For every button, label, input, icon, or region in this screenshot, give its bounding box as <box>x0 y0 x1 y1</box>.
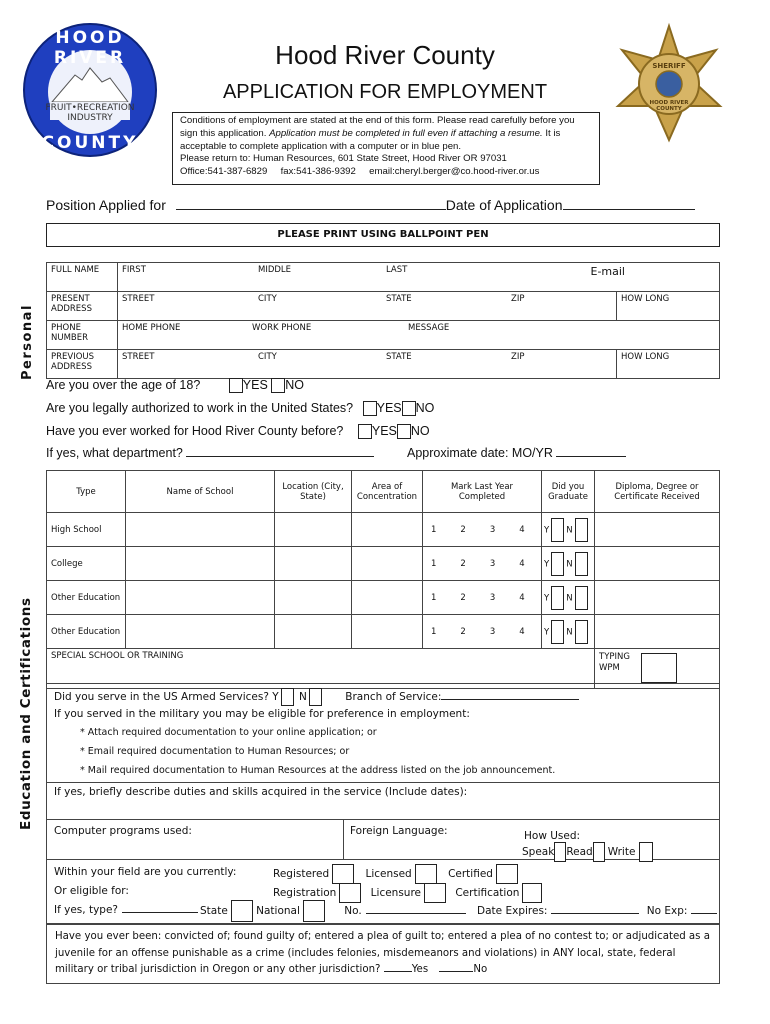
preference-bullet-3: * Mail required documentation to Human Resources at the address listed on the job announcement. <box>80 765 556 776</box>
conviction-yes-label: Yes <box>411 964 429 975</box>
department-input[interactable] <box>186 456 374 457</box>
edu-type: College <box>47 547 126 581</box>
conviction-no-input[interactable] <box>439 971 473 972</box>
approx-date-input[interactable] <box>556 456 626 457</box>
speak-box[interactable] <box>554 842 566 862</box>
row-label: FULL NAME <box>47 263 118 292</box>
date-label: Date of Application <box>445 197 563 213</box>
date-expires-input[interactable] <box>551 913 639 914</box>
type-label: If yes, type? <box>54 904 118 916</box>
instructions-text-2: It is acceptable to complete application with a computer or in blue pen. <box>180 127 561 152</box>
conviction-block <box>46 924 720 984</box>
sheriff-badge <box>608 22 730 144</box>
duties-label: If yes, briefly describe duties and skills acquired in the service (Include dates): <box>54 786 468 798</box>
read-box[interactable] <box>593 842 605 862</box>
foreign-label: Foreign Language: <box>350 825 448 837</box>
eligible-label: Or eligible for: <box>54 885 129 897</box>
typing-wpm-input[interactable] <box>641 653 677 683</box>
col-label: CITY <box>258 294 277 304</box>
logo-top-text: HOOD RIVER <box>53 28 127 68</box>
location-input[interactable] <box>275 513 352 547</box>
school-name-input[interactable] <box>126 581 275 615</box>
approx-date-label: Approximate date: MO/YR <box>407 446 553 460</box>
badge-line-2: HOOD RIVER COUNTY <box>649 100 689 112</box>
logo-middle-1: FRUIT•RECREATION <box>45 103 135 113</box>
edu-header: Diploma, Degree or Certificate Received <box>595 471 720 513</box>
print-notice: PLEASE PRINT USING BALLPOINT PEN <box>46 223 720 247</box>
full-name-input[interactable] <box>118 263 617 292</box>
read-label: Read <box>566 846 593 858</box>
special-training-label: SPECIAL SCHOOL OR TRAINING <box>51 651 184 661</box>
branch-label: Branch of Service: <box>345 691 442 703</box>
col-label: MESSAGE <box>408 323 450 333</box>
conviction-yes-input[interactable] <box>384 971 412 972</box>
certified-label: Certified <box>448 868 493 880</box>
state-label: State <box>200 905 228 917</box>
concentration-input[interactable] <box>352 513 423 547</box>
phone-input[interactable] <box>118 321 720 350</box>
present-address-input[interactable] <box>118 292 617 321</box>
form-title: APPLICATION FOR EMPLOYMENT <box>222 81 548 103</box>
year-completed[interactable]: 1 2 3 4 <box>423 615 542 649</box>
location-input[interactable] <box>275 615 352 649</box>
personal-section-label: Personal <box>20 304 35 380</box>
conviction-text: Have you ever been: convicted of; found guilty of; entered a plea of guilt to; entered a plea of no contest to; or adjudicated as a juvenile for an offense punishable as a crime (includes felonies, misdemeanors and violations) in ANY local, state, federal military or tribal jurisdiction in Oregon or any other jurisdiction? <box>55 931 710 975</box>
department-question: If yes, what department? <box>46 446 183 460</box>
graduate-yn[interactable]: Y N <box>542 581 595 615</box>
instructions-text: Conditions of employment are stated at the end of this form. Please read carefully before you sign this application. <box>180 115 575 139</box>
worked-before-question: Have you ever worked for Hood River County before? <box>46 424 344 438</box>
how-used-label: How Used: <box>524 830 581 842</box>
registration-label: Registration <box>273 887 337 899</box>
how-long-input[interactable]: HOW LONG <box>617 292 720 321</box>
certification-label: Certification <box>455 887 520 899</box>
concentration-input[interactable] <box>352 547 423 581</box>
edu-header: Did you Graduate <box>542 471 595 513</box>
preference-bullet-1: * Attach required documentation to your online application; or <box>80 727 377 738</box>
licensed-box[interactable] <box>415 864 437 884</box>
concentration-input[interactable] <box>352 581 423 615</box>
personal-table <box>46 262 720 379</box>
row-label: PRESENT ADDRESS <box>47 292 118 321</box>
col-label: FIRST <box>122 265 146 275</box>
col-label: CITY <box>258 352 277 362</box>
col-label: ZIP <box>511 352 525 362</box>
logo-middle-2: INDUSTRY <box>67 113 113 123</box>
no-exp-input[interactable] <box>691 913 717 914</box>
yes-label: YES <box>371 424 397 438</box>
email-label: E-mail <box>590 265 625 278</box>
school-name-input[interactable] <box>126 547 275 581</box>
typing-label: TYPING WPM <box>599 652 630 673</box>
certified-box[interactable] <box>496 864 518 884</box>
military-y-box[interactable] <box>281 688 294 706</box>
license-no-label: No. <box>344 905 362 917</box>
col-label: STREET <box>122 294 155 304</box>
authorized-question: Are you legally authorized to work in the United States? <box>46 401 354 415</box>
worked-yes-checkbox[interactable] <box>358 424 372 439</box>
col-label: STATE <box>386 294 412 304</box>
graduate-yn[interactable]: Y N <box>542 547 595 581</box>
diploma-input[interactable] <box>595 547 720 581</box>
year-completed[interactable]: 1 2 3 4 <box>423 547 542 581</box>
edu-header: Name of School <box>126 471 275 513</box>
edu-header: Location (City, State) <box>275 471 352 513</box>
write-label: Write <box>607 846 636 858</box>
location-input[interactable] <box>275 581 352 615</box>
diploma-input[interactable] <box>595 615 720 649</box>
col-label: LAST <box>386 265 408 275</box>
date-expires-label: Date Expires: <box>477 905 548 917</box>
no-exp-label: No Exp: <box>646 905 688 917</box>
col-label: MIDDLE <box>258 265 292 275</box>
registered-box[interactable] <box>332 864 354 884</box>
education-section-label: Education and Certifications <box>18 597 34 830</box>
table-row <box>47 581 720 615</box>
military-y-label: Y <box>272 691 279 703</box>
age-question: Are you over the age of 18? <box>46 378 201 392</box>
diploma-input[interactable] <box>595 513 720 547</box>
authorized-no-checkbox[interactable] <box>402 401 416 416</box>
military-question: Did you serve in the US Armed Services? <box>54 691 269 703</box>
edu-type: Other Education <box>47 581 126 615</box>
instructions-box <box>172 112 600 185</box>
registered-label: Registered <box>273 868 330 880</box>
county-title: Hood River County <box>275 40 495 70</box>
no-label: NO <box>410 424 430 438</box>
education-table <box>46 470 720 689</box>
yes-label: YES <box>242 378 268 392</box>
table-row <box>47 513 720 547</box>
edu-header: Type <box>47 471 126 513</box>
type-input[interactable] <box>122 912 198 913</box>
how-long-input[interactable]: HOW LONG <box>617 350 720 379</box>
table-row <box>47 615 720 649</box>
speak-label: Speak <box>522 846 555 858</box>
edu-type: Other Education <box>47 615 126 649</box>
age-no-checkbox[interactable] <box>271 378 285 393</box>
diploma-input[interactable] <box>595 581 720 615</box>
county-logo <box>20 20 160 160</box>
license-no-input[interactable] <box>366 913 466 914</box>
col-label: HOME PHONE <box>122 323 181 333</box>
col-label: ZIP <box>511 294 525 304</box>
worked-no-checkbox[interactable] <box>397 424 411 439</box>
edu-header: Area of Concentration <box>352 471 423 513</box>
graduate-yn[interactable]: Y N <box>542 513 595 547</box>
national-box[interactable] <box>303 900 325 922</box>
table-row <box>47 547 720 581</box>
state-box[interactable] <box>231 900 253 922</box>
yes-label: YES <box>376 401 402 415</box>
return-address: Please return to: Human Resources, 601 State Street, Hood River OR 97031 <box>180 153 507 165</box>
badge-line-1: SHERIFF <box>652 62 686 70</box>
no-label: NO <box>285 378 305 392</box>
position-input[interactable] <box>176 209 446 210</box>
contact-info: Office:541-387-6829 fax:541-386-9392 email:cheryl.berger@co.hood-river.or.us <box>180 166 540 178</box>
graduate-yn[interactable]: Y N <box>542 615 595 649</box>
edu-type: High School <box>47 513 126 547</box>
concentration-input[interactable] <box>352 615 423 649</box>
write-box[interactable] <box>639 842 653 862</box>
position-label: Position Applied for <box>46 197 166 213</box>
licensure-label: Licensure <box>370 887 421 899</box>
school-name-input[interactable] <box>126 513 275 547</box>
col-label: WORK PHONE <box>252 323 312 333</box>
edu-header: Mark Last Year Completed <box>423 471 542 513</box>
within-label: Within your field are you currently: <box>54 866 237 878</box>
col-label: STATE <box>386 352 412 362</box>
military-n-box[interactable] <box>309 688 322 706</box>
licensed-label: Licensed <box>365 868 412 880</box>
age-yes-checkbox[interactable] <box>229 378 243 393</box>
authorized-yes-checkbox[interactable] <box>363 401 377 416</box>
logo-bottom-text: COUNTY <box>41 133 139 153</box>
military-n-label: N <box>299 691 307 703</box>
instructions-italic: Application must be completed in full even if attaching a resume. <box>269 127 543 139</box>
date-input[interactable] <box>563 209 695 210</box>
col-label: STREET <box>122 352 155 362</box>
location-input[interactable] <box>275 547 352 581</box>
conviction-no-label: No <box>473 964 488 975</box>
no-label: NO <box>415 401 435 415</box>
row-label: PREVIOUS ADDRESS <box>47 350 118 379</box>
email-input[interactable] <box>590 263 720 292</box>
year-completed[interactable]: 1 2 3 4 <box>423 513 542 547</box>
row-label: PHONE NUMBER <box>47 321 118 350</box>
previous-address-input[interactable] <box>118 350 617 379</box>
national-label: National <box>256 905 300 917</box>
branch-input[interactable] <box>441 699 579 700</box>
year-completed[interactable]: 1 2 3 4 <box>423 581 542 615</box>
preference-text: If you served in the military you may be eligible for preference in employment: <box>54 708 470 720</box>
preference-bullet-2: * Email required documentation to Human Resources; or <box>80 746 350 757</box>
school-name-input[interactable] <box>126 615 275 649</box>
computer-label: Computer programs used: <box>54 825 192 837</box>
